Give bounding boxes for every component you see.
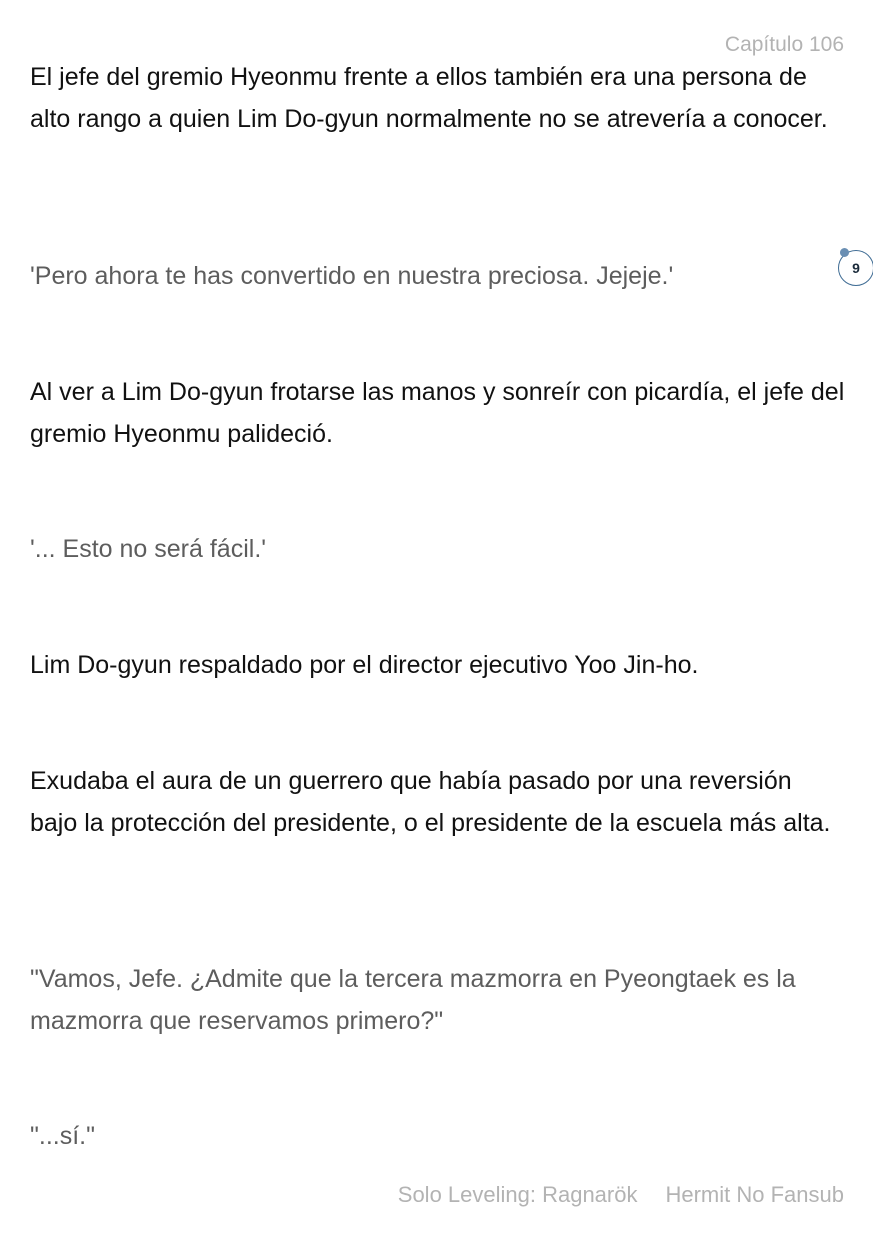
paragraph-narration: Al ver a Lim Do-gyun frotarse las manos y sonreír con picardía, el jefe del gremio Hyeonmu palideció. bbox=[30, 378, 845, 448]
paragraph-narration: Lim Do-gyun respaldado por el director ejecutivo Yoo Jin-ho. bbox=[30, 651, 699, 679]
paragraph-dialogue: "...sí." bbox=[30, 1122, 95, 1150]
paragraph-thought: '... Esto no será fácil.' bbox=[30, 535, 267, 563]
footer bbox=[398, 1181, 844, 1209]
paragraph-narration: El jefe del gremio Hyeonmu frente a ellos también era una persona de alto rango a quien Lim Do-gyun normalmente no se atrevería a conocer. bbox=[30, 63, 828, 133]
progress-dot-icon bbox=[840, 248, 849, 257]
paragraph-narration: Exudaba el aura de un guerrero que había pasado por una reversión bajo la protección del presidente, o el presidente de la escuela más alta. bbox=[30, 767, 831, 837]
translator-credit: Hermit No Fansub bbox=[665, 1182, 844, 1207]
book-title: Solo Leveling: Ragnarök bbox=[397, 1182, 638, 1207]
page-number: 9 bbox=[852, 260, 860, 276]
paragraph-thought: 'Pero ahora te has convertido en nuestra preciosa. Jejeje.' bbox=[30, 262, 674, 290]
chapter-title: Capítulo 106 bbox=[724, 33, 844, 56]
paragraph-dialogue: "Vamos, Jefe. ¿Admite que la tercera mazmorra en Pyeongtaek es la mazmorra que reservamos primero?" bbox=[30, 965, 796, 1035]
page-number-badge[interactable] bbox=[838, 250, 873, 286]
